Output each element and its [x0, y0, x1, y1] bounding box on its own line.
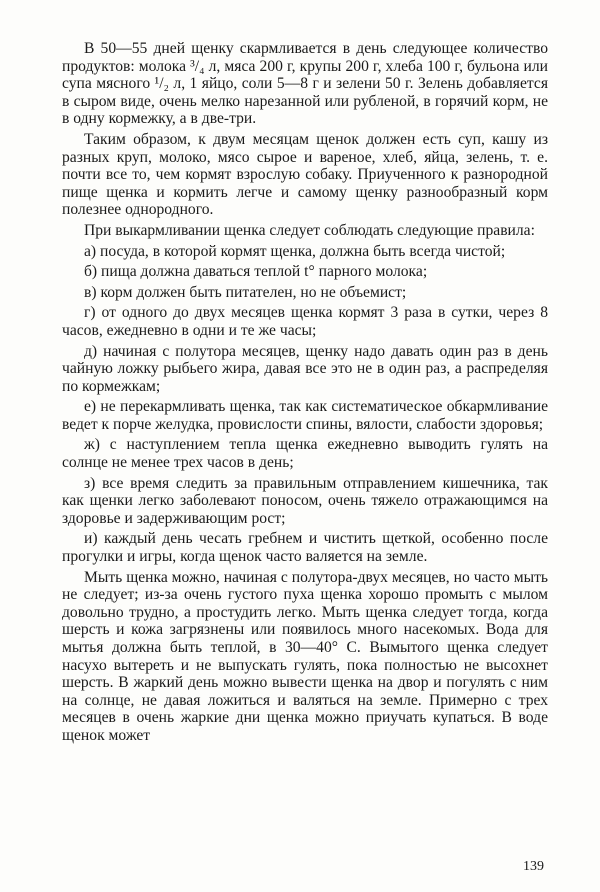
rule-item-i: и) каждый день чесать гребнем и чистить щеткой, особенно после прогулки и игры, когда щенок часто валяется на земле.	[62, 530, 548, 566]
paragraph-daily-ration: В 50—55 дней щенку скармливается в день следующее количество продуктов: молока ³/₄ л, мяса 200 г, крупы 200 г, хлеба 100 г, бульона или супа мясного ¹/₂ л, 1 яйцо, соли 5—8 г и зелени 50 г. Зелень добавляется в сыром виде, очень мелко нарезанной или рубленой, в горячий корм, не в одну кормежку, а в две-три.	[62, 40, 548, 128]
rule-item-a: а) посуда, в которой кормят щенка, должна быть всегда чистой;	[84, 242, 506, 260]
paragraph-two-months: Таким образом, к двум месяцам щенок должен есть суп, кашу из разных круп, молоко, мясо сырое и вареное, хлеб, яйца, зелень, т. е. почти все то, чем кормят взрослую собаку. Приученного к разнородной пище щенка и кормить легче и самому щенку разнообразный корм полезнее однородного.	[62, 130, 548, 219]
rule-item-v: в) корм должен быть питателен, но не объемист;	[84, 283, 407, 301]
rule-item-d: д) начиная с полутора месяцев, щенку надо давать один раз в день чайную ложку рыбьего жира, давая все это не в один раз, а распределяя по кормежкам;	[62, 342, 548, 395]
page-number: 139	[523, 859, 544, 874]
body-text	[62, 40, 548, 748]
paragraph-washing: Мыть щенка можно, начиная с полутора-двух месяцев, но часто мыть не следует; из-за очень густого пуха щенка хорошо промыть с мылом довольно трудно, а простудить легко. Мыть щенка следует тогда, когда шерсть и кожа загрязнены или появилось много насекомых. Вода для мытья должна быть теплой, в 30—40° С. Вымытого щенка следует насухо вытереть и не выпускать гулять, пока полностью не высохнет шерсть. В жаркий день можно вывести щенка на двор и погулять с ним на солнце, не давая ложиться и валяться на земле. Примерно с трех месяцев в очень жаркие дни щенка можно приучать купаться. В воде щенок может	[62, 568, 548, 744]
rule-item-z: з) все время следить за правильным отправлением кишечника, так как щенки легко заболевают поносом, очень тяжело отражающимся на здоровье и задерживающим рост;	[62, 474, 548, 527]
rule-item-b: б) пища должна даваться теплой t° парного молока;	[84, 263, 428, 281]
rule-item-e: е) не перекармливать щенка, так как систематическое обкармливание ведет к порче желудка, провислости спины, вялости, слабости здоровья;	[62, 398, 548, 433]
rule-item-g: г) от одного до двух месяцев щенка кормят 3 раза в сутки, через 8 часов, ежедневно в одни и те же часы;	[62, 304, 548, 339]
rule-item-zh: ж) с наступлением тепла щенка ежедневно выводить гулять на солнце не менее трех часов в день;	[62, 436, 548, 472]
paragraph-rules-intro: При выкармливании щенка следует соблюдать следующие правила:	[84, 221, 535, 239]
